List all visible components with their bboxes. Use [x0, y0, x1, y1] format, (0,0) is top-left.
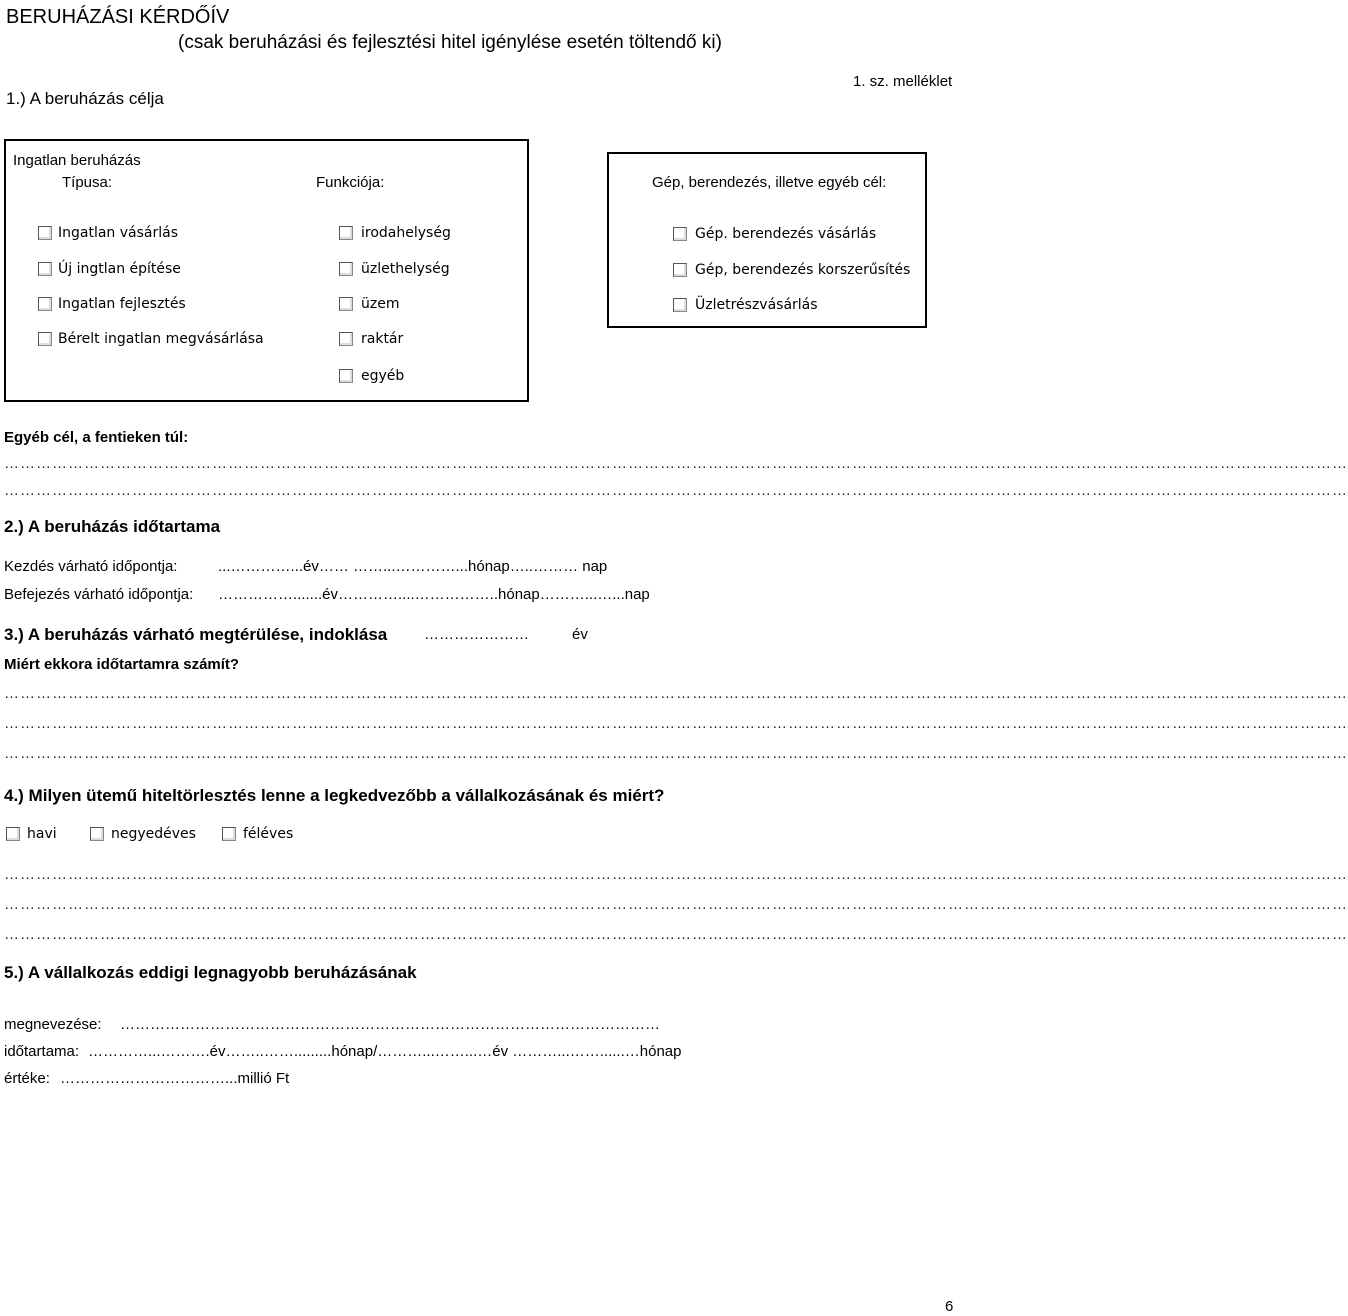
checkbox[interactable]	[339, 332, 353, 346]
section3-heading: 3.) A beruházás várható megtérülése, indoklása	[4, 625, 388, 644]
option-label: havi	[27, 826, 57, 842]
checkbox[interactable]	[339, 369, 353, 383]
checkbox[interactable]	[90, 827, 104, 841]
checkbox[interactable]	[38, 332, 52, 346]
start-date-field[interactable]: ...…………...év…… ……...…………...hónap…..……… nap	[218, 558, 608, 575]
document-subtitle: (csak beruházási és fejlesztési hitel igénylése esetén töltendő ki)	[178, 32, 722, 53]
option-label: egyéb	[361, 368, 405, 384]
section3-question: Miért ekkora időtartamra számít?	[4, 656, 240, 673]
option-label: üzem	[361, 296, 400, 312]
investment-duration-label: időtartama:	[4, 1043, 80, 1060]
section4-line-3[interactable]: ………………………………………………………………………………………………………………………………………………………………………………………………………………………………	[4, 926, 1348, 943]
option-label: Ingatlan vásárlás	[58, 225, 179, 241]
checkbox[interactable]	[339, 262, 353, 276]
document-title: BERUHÁZÁSI KÉRDŐÍV	[6, 6, 230, 28]
machine-label: Gép, berendezés, illetve egyéb cél:	[652, 174, 887, 191]
option-label: Bérelt ingatlan megvásárlása	[58, 331, 264, 347]
section4-line-1[interactable]: ………………………………………………………………………………………………………………………………………………………………………………………………………………………………	[4, 866, 1348, 883]
option-label: negyedéves	[111, 826, 196, 842]
option-label: Új ingtlan építése	[58, 261, 181, 277]
section4-line-2[interactable]: ………………………………………………………………………………………………………………………………………………………………………………………………………………………………	[4, 896, 1348, 913]
other-purpose-label: Egyéb cél, a fentieken túl:	[4, 429, 189, 446]
checkbox[interactable]	[673, 227, 687, 241]
checkbox[interactable]	[38, 226, 52, 240]
section2-heading: 2.) A beruházás időtartama	[4, 517, 221, 536]
page-number: 6	[945, 1298, 954, 1315]
function-label: Funkciója:	[316, 174, 385, 191]
checkbox[interactable]	[38, 262, 52, 276]
type-label: Típusa:	[62, 174, 113, 191]
option-label: Gép. berendezés vásárlás	[695, 226, 877, 242]
checkbox[interactable]	[222, 827, 236, 841]
option-label: irodahelység	[361, 225, 451, 241]
end-date-label: Befejezés várható időpontja:	[4, 586, 194, 603]
option-label: raktár	[361, 331, 404, 347]
option-label: Ingatlan fejlesztés	[58, 296, 186, 312]
other-purpose-line-2[interactable]: ………………………………………………………………………………………………………………………………………………………………………………………………………………………………	[4, 482, 1348, 499]
investment-name-field[interactable]: ………………………………………………………………………………………………	[120, 1016, 660, 1033]
section4-heading: 4.) Milyen ütemű hiteltörlesztés lenne a legkedvezőbb a vállalkozásának és miért?	[4, 786, 665, 805]
investment-name-label: megnevezése:	[4, 1016, 102, 1033]
section5-heading: 5.) A vállalkozás eddigi legnagyobb beruházásának	[4, 963, 417, 982]
investment-value-label: értéke:	[4, 1070, 50, 1087]
option-label: Üzletrészvásárlás	[695, 297, 818, 313]
end-date-field[interactable]: …………….......év…………....……………..hónap………...…...nap	[218, 586, 650, 603]
real-estate-heading: Ingatlan beruházás	[13, 152, 141, 169]
option-label: üzlethelység	[361, 261, 450, 277]
checkbox[interactable]	[339, 297, 353, 311]
start-date-label: Kezdés várható időpontja:	[4, 558, 178, 575]
payback-years-field[interactable]: …………………	[424, 626, 529, 643]
section3-line-2[interactable]: ………………………………………………………………………………………………………………………………………………………………………………………………………………………………	[4, 715, 1348, 732]
investment-value-field[interactable]: ……………………………...millió Ft	[60, 1070, 290, 1087]
other-purpose-line-1[interactable]: ………………………………………………………………………………………………………………………………………………………………………………………………………………………………	[4, 455, 1348, 472]
checkbox[interactable]	[673, 263, 687, 277]
annex-label: 1. sz. melléklet	[853, 73, 953, 90]
section1-heading: 1.) A beruházás célja	[6, 89, 164, 108]
section3-line-1[interactable]: ………………………………………………………………………………………………………………………………………………………………………………………………………………………………	[4, 685, 1348, 702]
section3-line-3[interactable]: ………………………………………………………………………………………………………………………………………………………………………………………………………………………………	[4, 745, 1348, 762]
option-label: Gép, berendezés korszerűsítés	[695, 262, 911, 278]
checkbox[interactable]	[38, 297, 52, 311]
payback-unit: év	[572, 626, 588, 643]
checkbox[interactable]	[673, 298, 687, 312]
option-label: féléves	[243, 826, 294, 842]
checkbox[interactable]	[6, 827, 20, 841]
checkbox[interactable]	[339, 226, 353, 240]
investment-duration-field[interactable]: …………...……….év……..…….........hónap/………...……...…év ………...……......…hónap	[88, 1043, 682, 1060]
